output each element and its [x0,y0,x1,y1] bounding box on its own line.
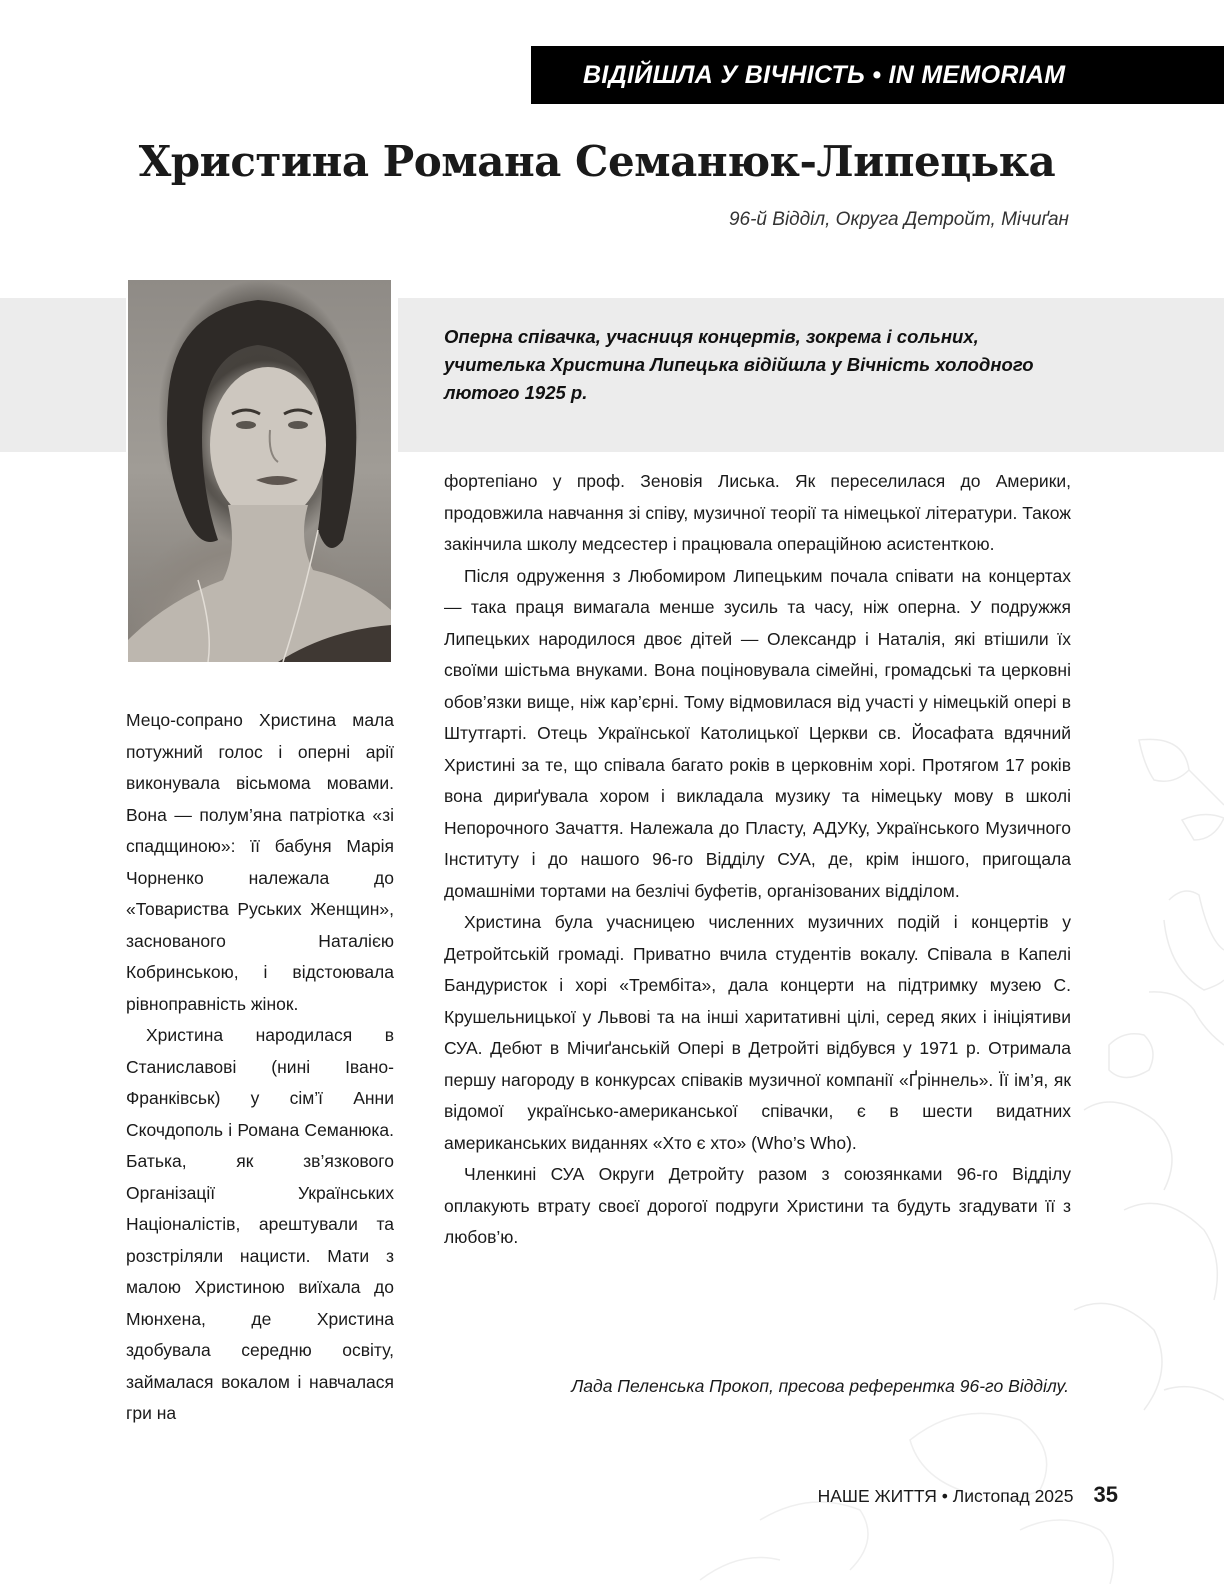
paragraph: Членкині СУА Округи Детройту разом з союзянками 96-го Відділу оплакують втрату своєї дорогої подруги Христини та будуть згадувати її з любов’ю. [444,1164,1071,1247]
section-banner [531,46,1224,104]
page-number: 35 [1093,1482,1118,1507]
portrait-photo [128,280,391,662]
article-subtitle: 96-й Відділ, Округа Детройт, Мічиґан [728,209,1069,230]
article-title: Христина Романа Семанюк-Липецька [138,137,1056,186]
publication-name: НАШЕ ЖИТТЯ • Листопад 2025 [817,1486,1074,1506]
section-label: ВІДІЙШЛА У ВІЧНІСТЬ • IN MEMORIAM [583,60,1066,89]
page-footer [818,1480,1118,1511]
article-lead: Оперна співачка, учасниця концертів, зокрема і сольних, учителька Христина Липецька відійшла у Вічність холодного лютого 1925 р. [444,326,1034,403]
article-right-column [444,466,1071,1254]
article-left-column [126,705,394,1430]
paragraph: фортепіано у проф. Зеновія Лиська. Як переселилася до Америки, продовжила навчання зі співу, музичної теорії та німецької літератури. Також закінчила школу медсестер і працювала операційною асистенткою. [444,471,1071,554]
article-signature: Лада Пеленська Прокоп, пресова референтка 96-го Відділу. [571,1376,1069,1396]
paragraph: Мецо-сопрано Христина мала потужний голос і оперні арії виконувала вісьмома мовами. Вона — полум’яна патріотка «зі спадщиною»: її бабуня Марія Чорненко належала до «Товариства Руських Женщин», заснованого Наталією Кобринською, і відстоювала рівноправність жінок. [126,710,394,1014]
paragraph: Після одруження з Любомиром Липецьким почала співати на концертах — така праця вимагала менше зусиль та часу, ніж оперна. У подружжя Липецьких народилося двоє дітей — Олександр і Наталія, які втішили їх своїми шістьма внуками. Вона поціновувала сімейні, громадські та церковні обов’язки вище, ніж кар’єрні. Тому відмовилася від участі у німецькій опері в Штутгарті. Отець Української Католицької Церкви св. Йосафата вдячний Христині за те, що співала багато років в церковнім хорі. Протягом 17 років вона дириґувала хором і викладала музику та німецьку мову в школі Непорочного Зачаття. Належала до Пласту, АДУКу, Українського Музичного Інституту і до нашого 96-го Відділу СУА, де, крім іншого, пригощала домашніми тортами на безлічі буфетів, організованих відділом. [444,565,1071,901]
paragraph: Христина була учасницею численних музичних подій і концертів у Детройтській громаді. Приватно вчила студентів вокалу. Співала в Капелі Бандуристок і хорі «Трембіта», дала концерти на підтримку музею С. Крушельницької у Львові та на інші харитативні цілі, серед яких і ініціятиви СУА. Дебют в Мічиґанській Опері в Детройті відбувся у 1971 р. Отримала першу нагороду в конкурсах співаків музичної компанії «Ґріннель». Її ім’я, як відомої українсько-американської співачки, є в шести видатних американських виданнях «Хто є хто» (Who’s Who). [444,912,1071,1153]
paragraph: Христина народилася в Станиславові (нині Івано-Франківськ) у сім’ї Анни Скочдополь і Романа Семанюка. Батька, як зв’язкового Організації Українських Націоналістів, арештували та розстріляли нацисти. Мати з малою Христиною виїхала до Мюнхена, де Христина здобувала середню освіту, займалася вокалом і навчалася гри на [126,1025,394,1423]
portrait-illustration-icon [128,280,391,662]
lead-band-left [0,298,126,452]
